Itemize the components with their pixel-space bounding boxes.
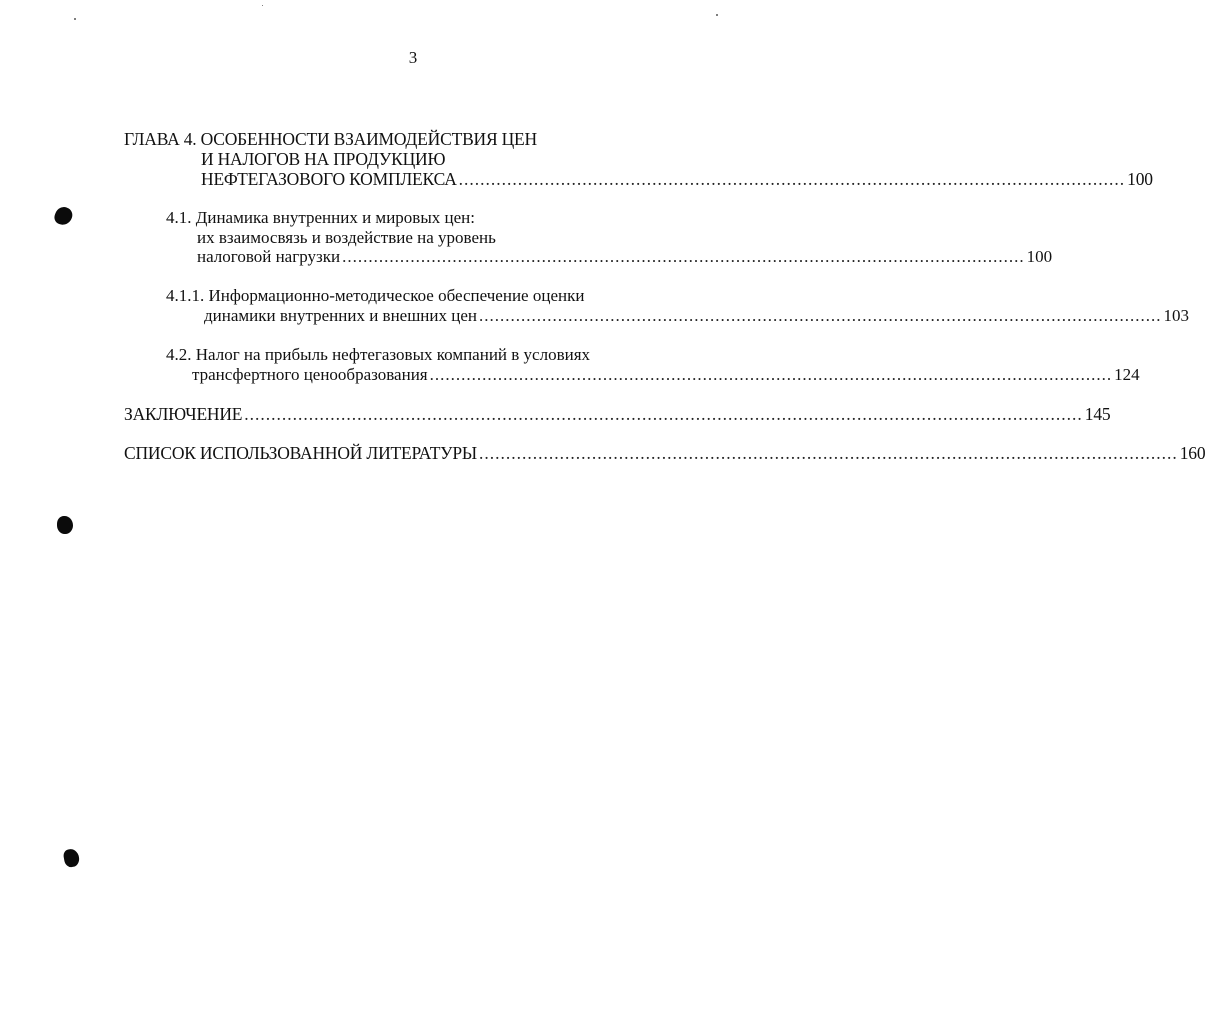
toc-4-1-line1: 4.1. Динамика внутренних и мировых цен: (166, 208, 475, 227)
toc-bibliography-title: СПИСОК ИСПОЛЬЗОВАННОЙ ЛИТЕРАТУРЫ (124, 443, 477, 463)
toc-4-1-1-line1: 4.1.1. Информационно-методическое обеспечение оценки (166, 286, 585, 305)
toc-entry-4-2[interactable] (192, 365, 1140, 385)
dot-leader: .................................................................................................................................. (478, 443, 1178, 463)
toc-page-number: 100 (1127, 169, 1153, 189)
toc-chapter4-line3: НЕФТЕГАЗОВОГО КОМПЛЕКСА (201, 169, 457, 189)
toc-conclusion-title: ЗАКЛЮЧЕНИЕ (124, 404, 243, 424)
dot-leader: ............................................................................................................................ (458, 169, 1126, 189)
toc-chapter4-line1: ГЛАВА 4. ОСОБЕННОСТИ ВЗАИМОДЕЙСТВИЯ ЦЕН (124, 129, 537, 149)
toc-page-number: 103 (1163, 306, 1189, 325)
toc-entry-4-1[interactable] (197, 247, 1053, 267)
dot-leader: .................................................................................................................................. (429, 365, 1113, 384)
toc-4-1-line2: их взаимосвязь и воздействие на уровень (197, 228, 496, 247)
page-number: 3 (408, 48, 418, 67)
dot-leader: .................................................................................................................................. (479, 306, 1162, 325)
toc-entry-conclusion[interactable] (124, 404, 1111, 424)
toc-4-2-line1: 4.2. Налог на прибыль нефтегазовых компаний в условиях (166, 345, 591, 364)
toc-4-1-line3: налоговой нагрузки (197, 247, 341, 266)
toc-chapter4-line2: И НАЛОГОВ НА ПРОДУКЦИЮ (201, 149, 446, 169)
hole-punch-mark (57, 516, 73, 534)
dot-leader: ............................................................................................................................................................ (244, 404, 1083, 424)
toc-entry-bibliography[interactable] (124, 443, 1205, 463)
dot-leader: .................................................................................................................................. (342, 247, 1025, 266)
toc-4-2-line2: трансфертного ценообразования (192, 365, 428, 384)
toc-4-1-1-line2: динамики внутренних и внешних цен (204, 306, 477, 325)
toc-entry-4-1-1[interactable] (204, 306, 1189, 326)
toc-page-number: 160 (1179, 443, 1205, 463)
toc-page-number: 100 (1026, 247, 1053, 266)
toc-page-number: 145 (1084, 404, 1111, 424)
toc-page-number: 124 (1114, 365, 1140, 384)
toc-entry-chapter4[interactable] (201, 169, 1153, 189)
